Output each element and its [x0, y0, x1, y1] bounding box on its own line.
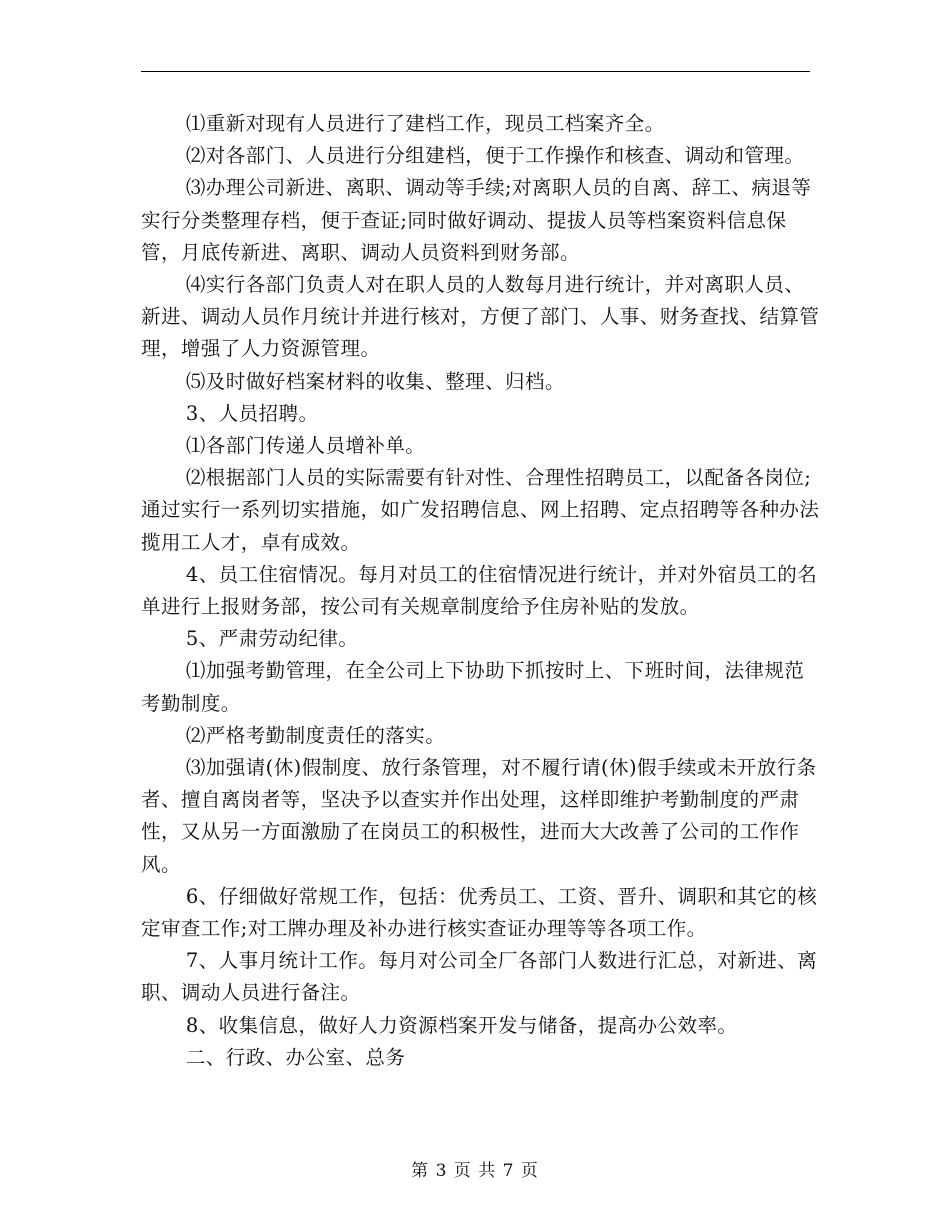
section-heading: 4、员工住宿情况。每月对员工的住宿情况进行统计，并对外宿员工的名单进行上报财务部，按公司有关规章制度给予住房补贴的发放。 [141, 562, 818, 619]
paragraph: ⑵对各部门、人员进行分组建档，便于工作操作和核查、调动和管理。 [185, 144, 805, 168]
chapter-heading: 二、行政、办公室、总务 [185, 1045, 406, 1069]
section-heading: 6、仔细做好常规工作，包括：优秀员工、工资、晋升、调职和其它的核定审查工作;对工牌办理及补办进行核实查证办理等等各项工作。 [141, 884, 818, 941]
paragraph: ⑸及时做好档案材料的收集、整理、归档。 [185, 369, 565, 393]
document-body [141, 108, 821, 1074]
section-heading: 7、人事月统计工作。每月对公司全厂各部门人数进行汇总，对新进、离职、调动人员进行备注。 [141, 949, 818, 1005]
paragraph: ⑴重新对现有人员进行了建档工作，现员工档案齐全。 [185, 112, 665, 135]
section-heading: 5、严肃劳动纪律。 [185, 627, 359, 651]
paragraph: ⑷实行各部门负责人对在职人员的人数每月进行统计，并对离职人员、新进、调动人员作月统计并进行核对，方便了部门、人事、财务查找、结算管理，增强了人力资源管理。 [141, 273, 820, 361]
paragraph: ⑶加强请(休)假制度、放行条管理，对不履行请(休)假手续或未开放行条者、擅自离岗者等，坚决予以查实并作出处理，这样即维护考勤制度的严肃性，又从另一方面激励了在岗员工的积极性，进而大大改善了公司的工作作风。 [141, 756, 817, 876]
paragraph: ⑴各部门传递人员增补单。 [185, 434, 426, 458]
header-rule [141, 71, 810, 72]
section-heading: 8、收集信息，做好人力资源档案开发与储备，提高办公效率。 [185, 1013, 738, 1037]
paragraph: ⑶办理公司新进、离职、调动等手续;对离职人员的自离、辞工、病退等实行分类整理存档，便于查证;同时做好调动、提拔人员等档案资料信息保管，月底传新进、离职、调动人员资料到财务部。 [141, 176, 812, 264]
section-heading: 3、人员招聘。 [185, 401, 319, 425]
page-number-footer: 第 3 页 共 7 页 [411, 1161, 539, 1181]
paragraph: ⑵根据部门人员的实际需要有针对性、合理性招聘员工，以配备各岗位;通过实行一系列切实措施，如广发招聘信息、网上招聘、定点招聘等各种办法揽用工人才，卓有成效。 [141, 466, 820, 554]
paragraph: ⑴加强考勤管理，在全公司上下协助下抓按时上、下班时间，法律规范考勤制度。 [141, 659, 805, 715]
paragraph: ⑵严格考勤制度责任的落实。 [185, 723, 446, 747]
